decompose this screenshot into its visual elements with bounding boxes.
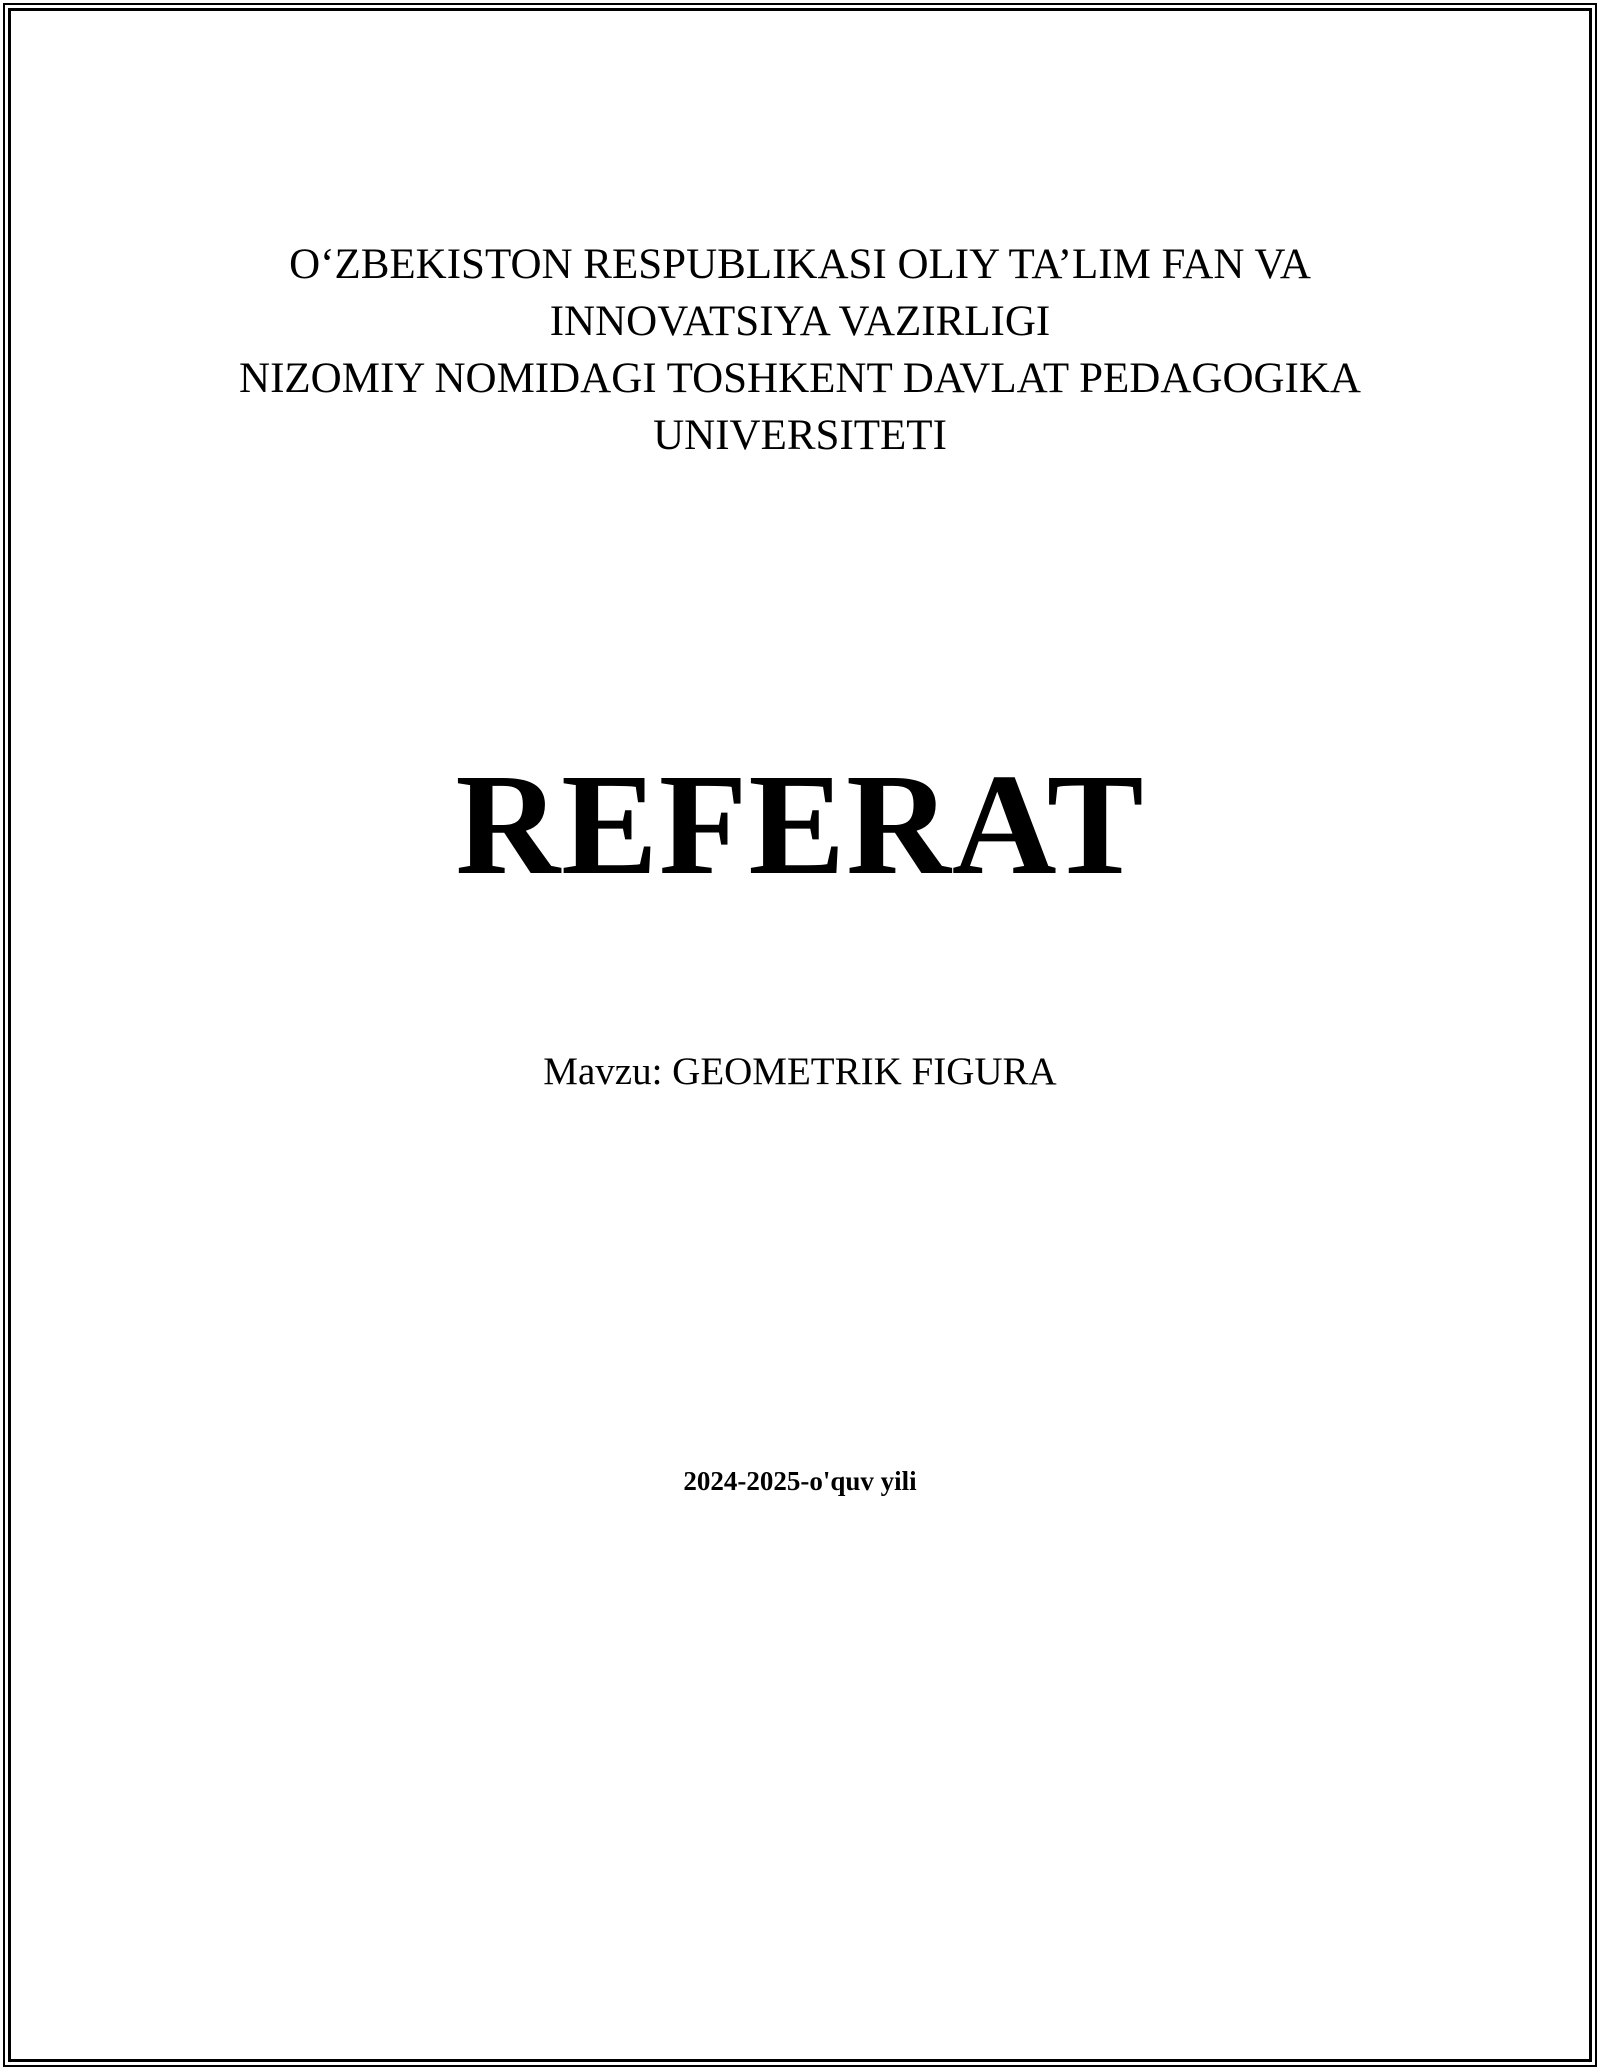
academic-year: 2024-2025-o'quv yili: [683, 1466, 917, 1496]
header-line-2: INNOVATSIYA VAZIRLIGI: [549, 298, 1051, 345]
header-line-3: NIZOMIY NOMIDAGI TOSHKENT DAVLAT PEDAGOGIKA: [239, 355, 1361, 402]
header-line-4: UNIVERSITETI: [653, 412, 947, 459]
document-title: REFERAT: [455, 745, 1145, 905]
ministry-university-header: [160, 236, 1440, 464]
topic-line: Mavzu: GEOMETRIK FIGURA: [543, 1050, 1057, 1093]
header-line-1: O‘ZBEKISTON RESPUBLIKASI OLIY TA’LIM FAN VA: [289, 241, 1311, 288]
